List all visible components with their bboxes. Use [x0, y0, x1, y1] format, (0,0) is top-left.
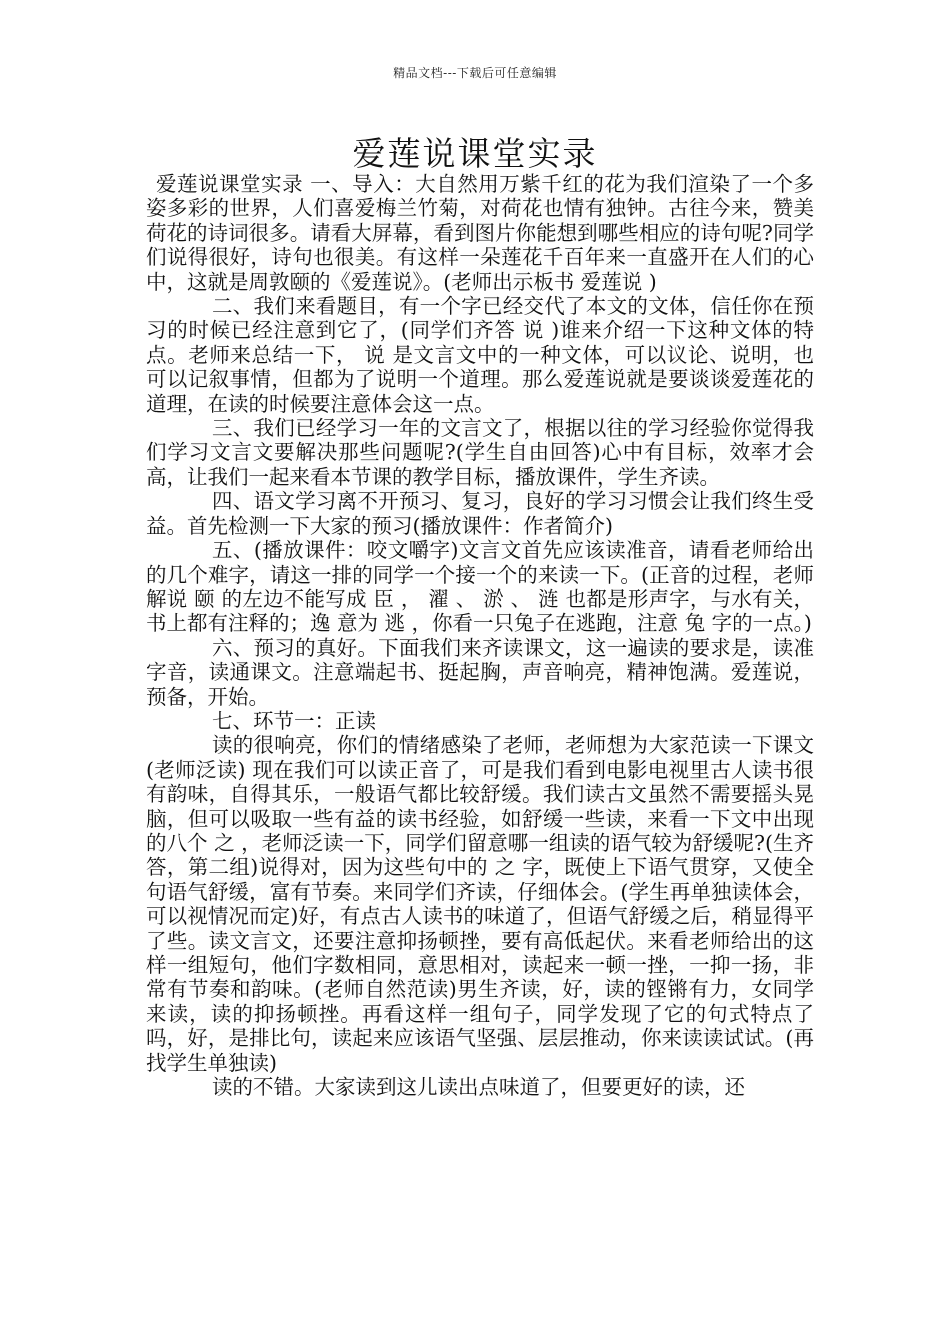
paragraph-5: 五、(播放课件：咬文嚼字)文言文首先应该读准音，请看老师给出的几个难字，请这一排的同学一个接一个的来读一下。(正音的过程，老师解说 颐 的左边不能写成 臣 ， 濯 、 淤 、 涟 也都是形声字，与水有关，书上都有注释的；逸 意为 逃 ，你看一只兔子在逃跑，注意 兔 字的一点。) [146, 538, 814, 636]
paragraph-3: 三、我们已经学习一年的文言文了，根据以往的学习经验你觉得我们学习文言文要解决那些问题呢?(学生自由回答)心中有目标，效率才会高，让我们一起来看本节课的教学目标，播放课件，学生齐读。 [146, 416, 814, 489]
paragraph-8: 读的很响亮，你们的情绪感染了老师，老师想为大家范读一下课文(老师泛读) 现在我们可以读正音了，可是我们看到电影电视里古人读书很有韵味，自得其乐，一般语气都比较舒缓。我们读古文虽然不需要摇头晃脑，但可以吸取一些有益的读书经验，如舒缓一些读，来看一下文中出现的八个 之 ，老师泛读一下，同学们留意哪一组读的语气较为舒缓呢?(生齐答，第二组)说得对，因为这些句中的 之 字，既使上下语气贯穿，又使全句语气舒缓，富有节奏。来同学们齐读，仔细体会。(学生再单独读体会，可以视情况而定)好，有点古人读书的味道了，但语气舒缓之后，稍显得平了些。读文言文，还要注意抑扬顿挫，要有高低起伏。来看老师给出的这样一组短句，他们字数相同，意思相对，读起来一顿一挫，一抑一扬，非常有节奏和韵味。(老师自然范读)男生齐读，好，读的铿锵有力，女同学来读，读的抑扬顿挫。再看这样一组句子，同学发现了它的句式特点了吗，好，是排比句，读起来应该语气坚强、层层推动，你来读读试试。(再找学生单独读) [146, 733, 814, 1075]
paragraph-2: 二、我们来看题目，有一个字已经交代了本文的文体，信任你在预习的时候已经注意到它了，(同学们齐答 说 )谁来介绍一下这种文体的特点。老师来总结一下， 说 是文言文中的一种文体，可以议论、说明，也可以记叙事情，但都为了说明一个道理。那么爱莲说就是要谈谈爱莲花的道理，在读的时候要注意体会这一点。 [146, 294, 814, 416]
paragraph-4: 四、语文学习离不开预习、复习，良好的学习习惯会让我们终生受益。首先检测一下大家的预习(播放课件：作者简介) [146, 489, 814, 538]
document-title: 爱莲说课堂实录 [352, 134, 598, 173]
paragraph-6: 六、预习的真好。下面我们来齐读课文，这一遍读的要求是，读准字音，读通课文。注意端起书、挺起胸，声音响亮，精神饱满。爱莲说，预备，开始。 [146, 635, 814, 709]
document-body [146, 172, 814, 1099]
paragraph-9: 读的不错。大家读到这儿读出点味道了，但要更好的读，还 [212, 1075, 745, 1100]
header-watermark: 精品文档---下载后可任意编辑 [393, 66, 557, 80]
paragraph-intro: 爱莲说课堂实录 一、导入：大自然用万紫千红的花为我们渲染了一个多姿多彩的世界，人们喜爱梅兰竹菊，对荷花也情有独钟。古往今来，赞美荷花的诗词很多。请看大屏幕，看到图片你能想到哪些相应的诗句呢?同学们说得很好，诗句也很美。有这样一朵莲花千百年来一直盛开在人们的心中，这就是周敦颐的《爱莲说》。(老师出示板书 爱莲说 ) [146, 172, 814, 294]
paragraph-7-heading: 七、环节一：正读 [212, 708, 376, 733]
